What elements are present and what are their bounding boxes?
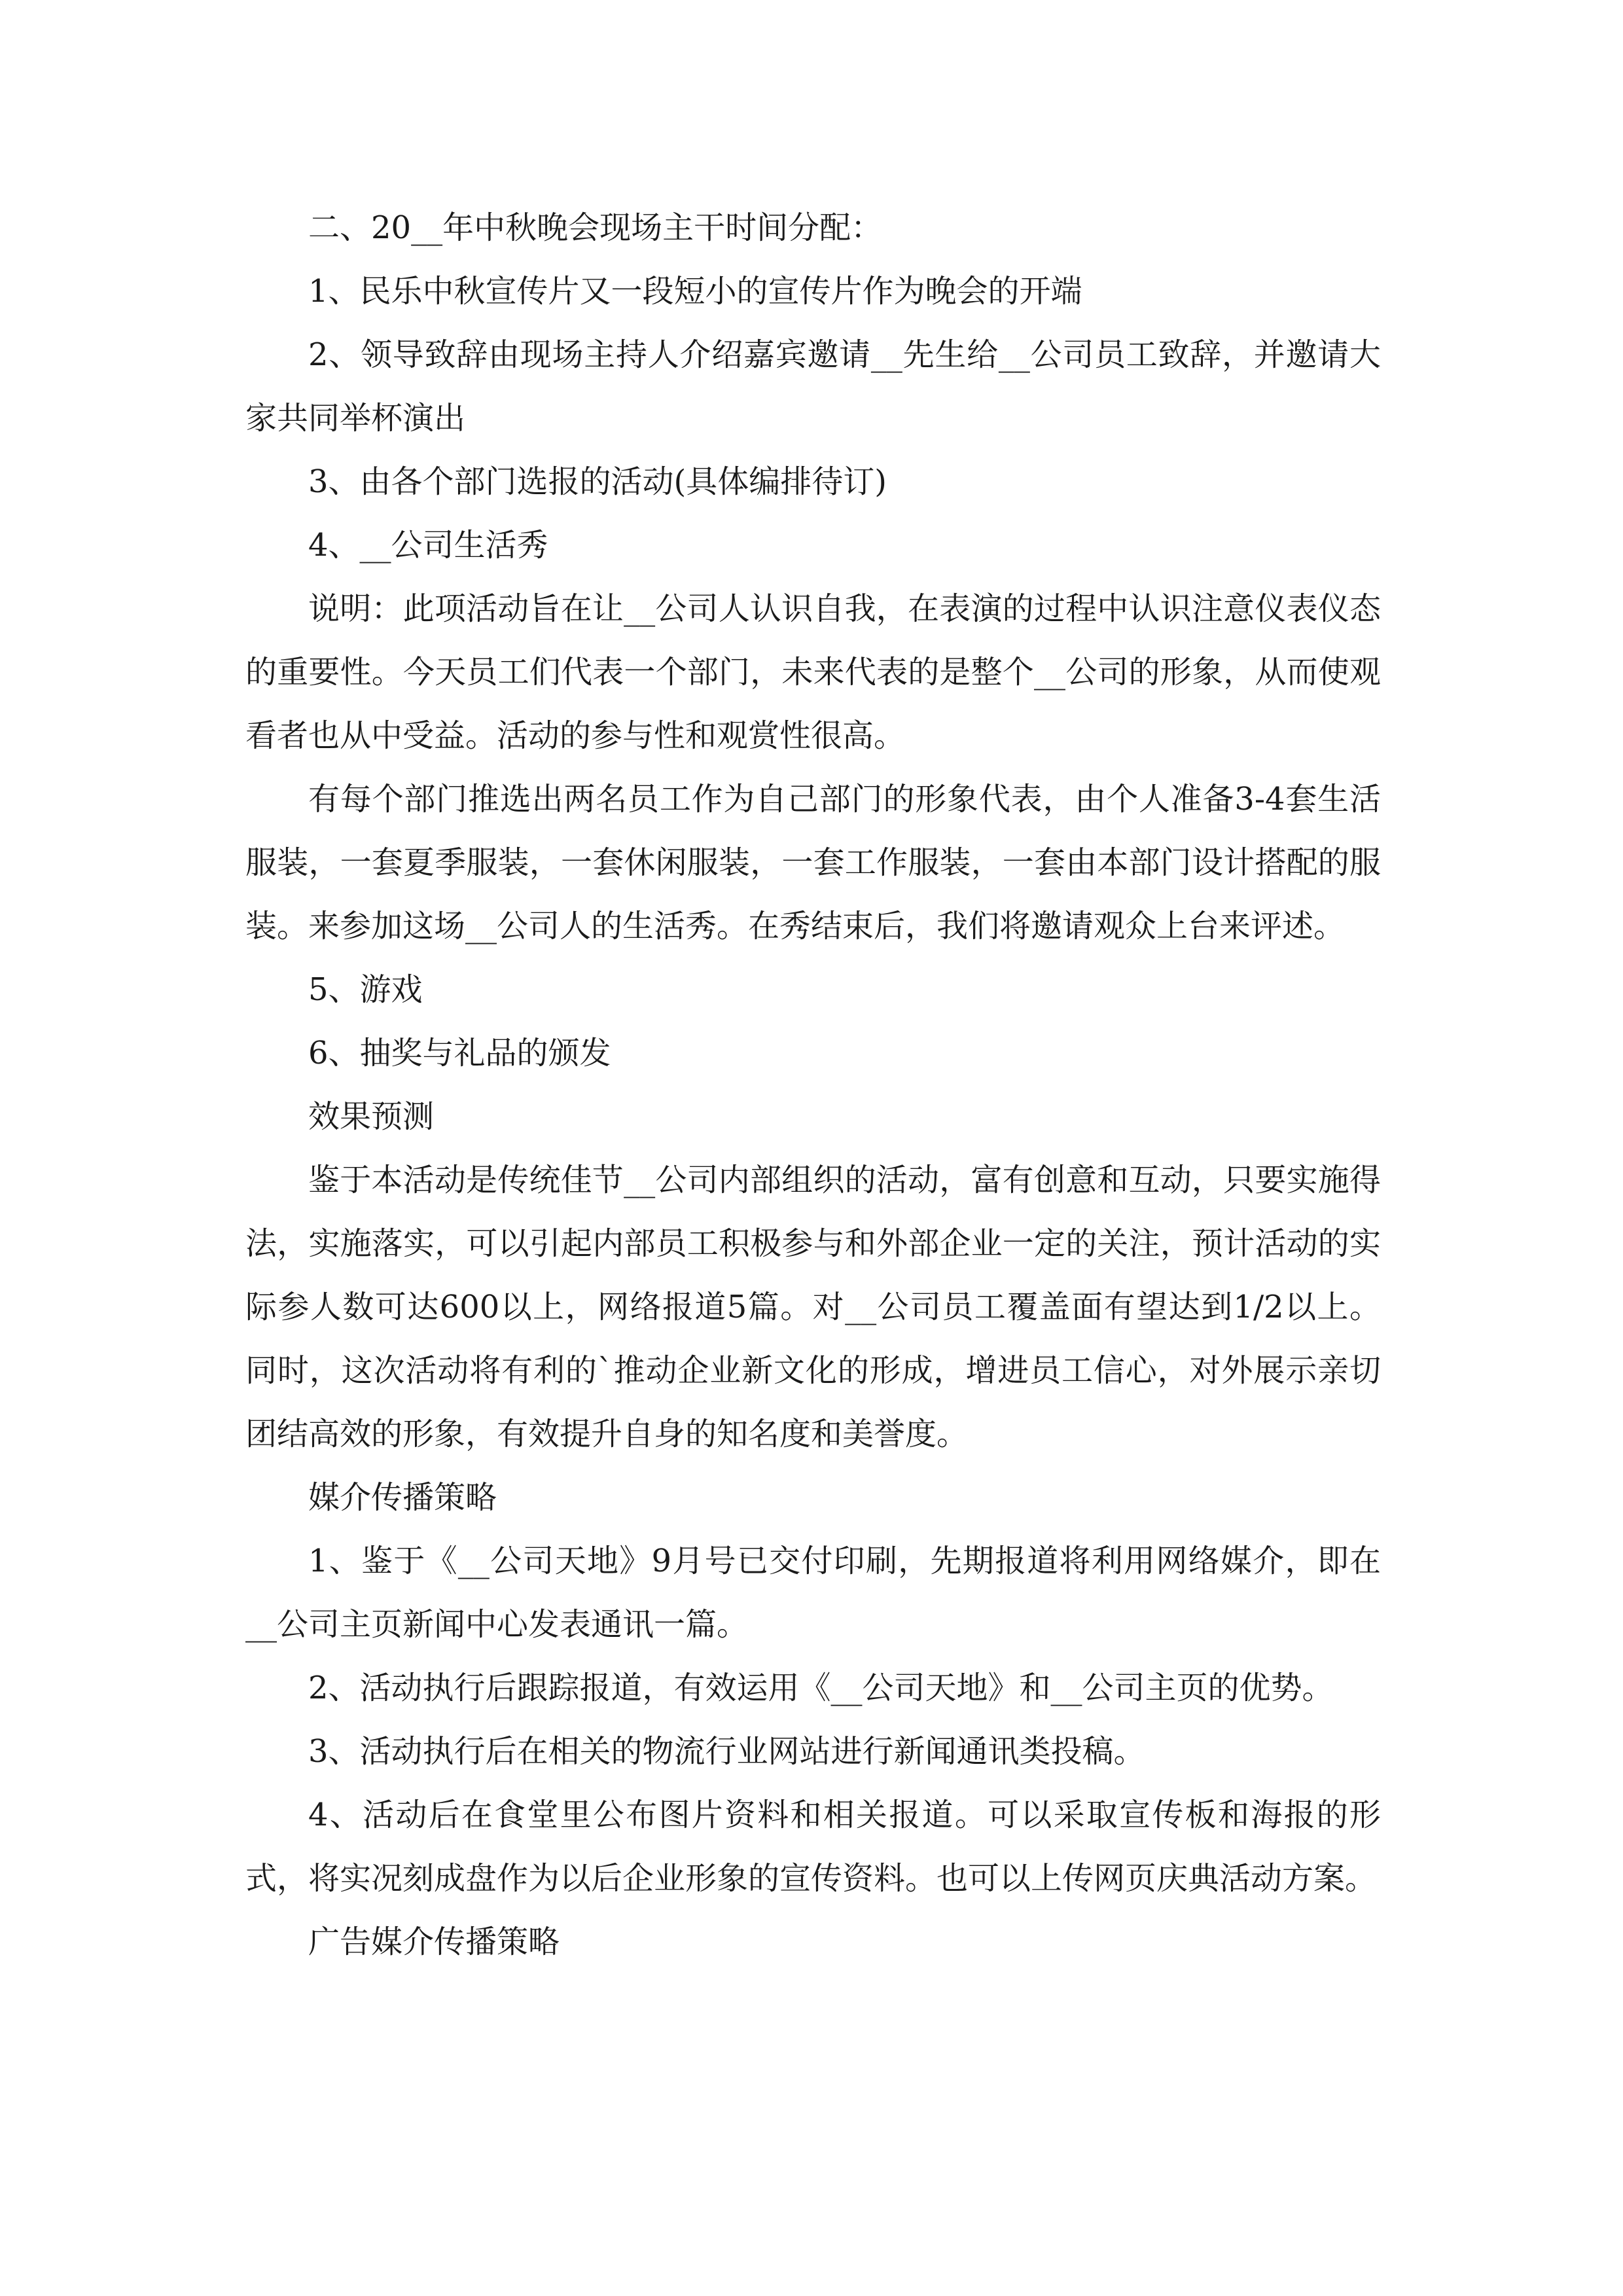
document-body	[245, 196, 1381, 1974]
paragraph-explanation: 说明：此项活动旨在让__公司人认识自我，在表演的过程中认识注意仪表仪态的重要性。今天员工们代表一个部门，未来代表的是整个__公司的形象，从而使观看者也从中受益。活动的参与性和观赏性很高。	[245, 590, 1381, 754]
paragraph-media-4: 4、活动后在食堂里公布图片资料和相关报道。可以采取宣传板和海报的形式，将实况刻成盘作为以后企业形象的宣传资料。也可以上传网页庆典活动方案。	[245, 1797, 1381, 1897]
paragraph-media-2: 2、活动执行后跟踪报道，有效运用《__公司天地》和__公司主页的优势。	[308, 1670, 1334, 1706]
paragraph-media-3: 3、活动执行后在相关的物流行业网站进行新闻通讯类投稿。	[308, 1733, 1145, 1770]
section-heading-ad-media: 广告媒介传播策略	[308, 1924, 560, 1960]
paragraph-item-5: 5、游戏	[308, 971, 423, 1008]
paragraph-fashion-show: 有每个部门推选出两名员工作为自己部门的形象代表，由个人准备3-4套生活服装，一套夏季服装，一套休闲服装，一套工作服装，一套由本部门设计搭配的服装。来参加这场__公司人的生活秀。在秀结束后，我们将邀请观众上台来评述。	[245, 781, 1381, 944]
paragraph-schedule-heading: 二、20__年中秋晚会现场主干时间分配：	[308, 209, 883, 246]
section-heading-media: 媒介传播策略	[308, 1479, 497, 1516]
paragraph-item-2: 2、领导致辞由现场主持人介绍嘉宾邀请__先生给__公司员工致辞，并邀请大家共同举杯演出	[245, 336, 1381, 437]
paragraph-item-1: 1、民乐中秋宣传片又一段短小的宣传片作为晚会的开端	[308, 273, 1082, 310]
section-heading-effect: 效果预测	[308, 1098, 435, 1135]
paragraph-item-6: 6、抽奖与礼品的颁发	[308, 1035, 611, 1071]
paragraph-effect-prediction: 鉴于本活动是传统佳节__公司内部组织的活动，富有创意和互动，只要实施得法，实施落实，可以引起内部员工积极参与和外部企业一定的关注，预计活动的实际参人数可达600以上，网络报道5篇。对__公司员工覆盖面有望达到1/2以上。同时，这次活动将有利的`推动企业新文化的形成，增进员工信心，对外展示亲切团结高效的形象，有效提升自身的知名度和美誉度。	[245, 1162, 1381, 1452]
paragraph-item-4: 4、__公司生活秀	[308, 527, 548, 564]
paragraph-media-1: 1、鉴于《__公司天地》9月号已交付印刷，先期报道将利用网络媒介，即在__公司主页新闻中心发表通讯一篇。	[245, 1543, 1381, 1643]
paragraph-item-3: 3、由各个部门选报的活动(具体编排待订)	[308, 463, 887, 500]
